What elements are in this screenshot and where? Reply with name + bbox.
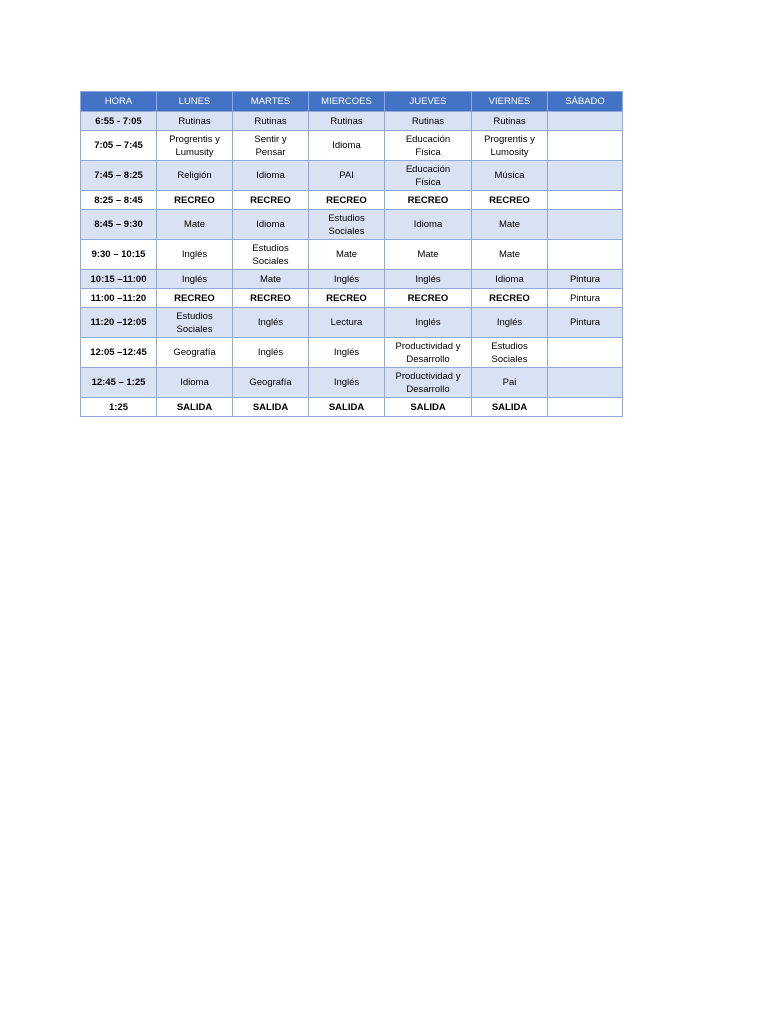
subject-cell: Productividad y Desarrollo (385, 368, 472, 398)
subject-cell: RECREO (472, 289, 548, 308)
subject-cell: PAI (309, 161, 385, 191)
subject-cell: Inglés (309, 338, 385, 368)
schedule-body (81, 112, 623, 417)
subject-cell: Inglés (385, 270, 472, 289)
time-cell: 6:55 - 7:05 (81, 112, 157, 131)
subject-cell: Mate (157, 210, 233, 240)
subject-cell (548, 161, 623, 191)
header-jueves: JUEVES (385, 92, 472, 112)
subject-cell: Pintura (548, 270, 623, 289)
subject-cell: RECREO (233, 289, 309, 308)
subject-cell: Rutinas (157, 112, 233, 131)
subject-cell: RECREO (309, 191, 385, 210)
subject-cell: Rutinas (472, 112, 548, 131)
subject-cell: Mate (472, 240, 548, 270)
subject-cell: Idioma (309, 131, 385, 161)
subject-cell (548, 210, 623, 240)
subject-cell: Estudios Sociales (472, 338, 548, 368)
subject-cell: Inglés (157, 240, 233, 270)
subject-cell: Idioma (157, 368, 233, 398)
subject-cell: Geografía (157, 338, 233, 368)
subject-cell: SALIDA (157, 398, 233, 417)
subject-cell (548, 338, 623, 368)
subject-cell (548, 240, 623, 270)
table-row (81, 270, 623, 289)
time-cell: 12:45 – 1:25 (81, 368, 157, 398)
subject-cell: Estudios Sociales (309, 210, 385, 240)
table-row (81, 210, 623, 240)
subject-cell: Progrentis y Lumusity (157, 131, 233, 161)
time-cell: 11:00 –11:20 (81, 289, 157, 308)
schedule-table (80, 91, 623, 417)
subject-cell: Educación Física (385, 131, 472, 161)
subject-cell: RECREO (157, 191, 233, 210)
subject-cell: SALIDA (233, 398, 309, 417)
time-cell: 12:05 –12:45 (81, 338, 157, 368)
subject-cell: Mate (385, 240, 472, 270)
time-cell: 9:30 – 10:15 (81, 240, 157, 270)
header-row (81, 92, 623, 112)
table-row (81, 368, 623, 398)
subject-cell (548, 131, 623, 161)
subject-cell: Rutinas (309, 112, 385, 131)
subject-cell (548, 191, 623, 210)
subject-cell: RECREO (233, 191, 309, 210)
subject-cell: RECREO (472, 191, 548, 210)
subject-cell (548, 112, 623, 131)
subject-cell: Inglés (472, 308, 548, 338)
subject-cell: Lectura (309, 308, 385, 338)
subject-cell: SALIDA (385, 398, 472, 417)
header-lunes: LUNES (157, 92, 233, 112)
subject-cell: SALIDA (309, 398, 385, 417)
subject-cell: Rutinas (385, 112, 472, 131)
schedule-header (81, 92, 623, 112)
subject-cell: RECREO (385, 191, 472, 210)
subject-cell: Estudios Sociales (233, 240, 309, 270)
table-row (81, 161, 623, 191)
table-row (81, 131, 623, 161)
header-martes: MARTES (233, 92, 309, 112)
header-miercoles: MIERCOES (309, 92, 385, 112)
subject-cell: Inglés (233, 338, 309, 368)
table-row (81, 289, 623, 308)
header-sabado: SÁBADO (548, 92, 623, 112)
subject-cell: RECREO (309, 289, 385, 308)
subject-cell: RECREO (157, 289, 233, 308)
table-row (81, 398, 623, 417)
subject-cell: Sentir y Pensar (233, 131, 309, 161)
subject-cell: Rutinas (233, 112, 309, 131)
header-viernes: VIERNES (472, 92, 548, 112)
subject-cell: Idioma (385, 210, 472, 240)
subject-cell: Mate (233, 270, 309, 289)
time-cell: 8:25 – 8:45 (81, 191, 157, 210)
table-row (81, 191, 623, 210)
subject-cell (548, 398, 623, 417)
subject-cell: Religión (157, 161, 233, 191)
subject-cell: Pintura (548, 308, 623, 338)
subject-cell: Geografía (233, 368, 309, 398)
header-hora: HORA (81, 92, 157, 112)
time-cell: 1:25 (81, 398, 157, 417)
subject-cell: Pai (472, 368, 548, 398)
time-cell: 10:15 –11:00 (81, 270, 157, 289)
subject-cell (548, 368, 623, 398)
time-cell: 8:45 – 9:30 (81, 210, 157, 240)
subject-cell: Idioma (233, 161, 309, 191)
subject-cell: Idioma (472, 270, 548, 289)
time-cell: 7:45 – 8:25 (81, 161, 157, 191)
subject-cell: Música (472, 161, 548, 191)
subject-cell: Idioma (233, 210, 309, 240)
subject-cell: RECREO (385, 289, 472, 308)
table-row (81, 338, 623, 368)
subject-cell: Inglés (385, 308, 472, 338)
subject-cell: Estudios Sociales (157, 308, 233, 338)
table-row (81, 112, 623, 131)
subject-cell: Progrentis y Lumosity (472, 131, 548, 161)
subject-cell: Mate (472, 210, 548, 240)
table-row (81, 240, 623, 270)
subject-cell: Inglés (233, 308, 309, 338)
subject-cell: Productividad y Desarrollo (385, 338, 472, 368)
subject-cell: Mate (309, 240, 385, 270)
time-cell: 7:05 – 7:45 (81, 131, 157, 161)
subject-cell: Inglés (309, 270, 385, 289)
time-cell: 11:20 –12:05 (81, 308, 157, 338)
subject-cell: Pintura (548, 289, 623, 308)
subject-cell: Educación Física (385, 161, 472, 191)
subject-cell: Inglés (309, 368, 385, 398)
table-row (81, 308, 623, 338)
subject-cell: Inglés (157, 270, 233, 289)
subject-cell: SALIDA (472, 398, 548, 417)
